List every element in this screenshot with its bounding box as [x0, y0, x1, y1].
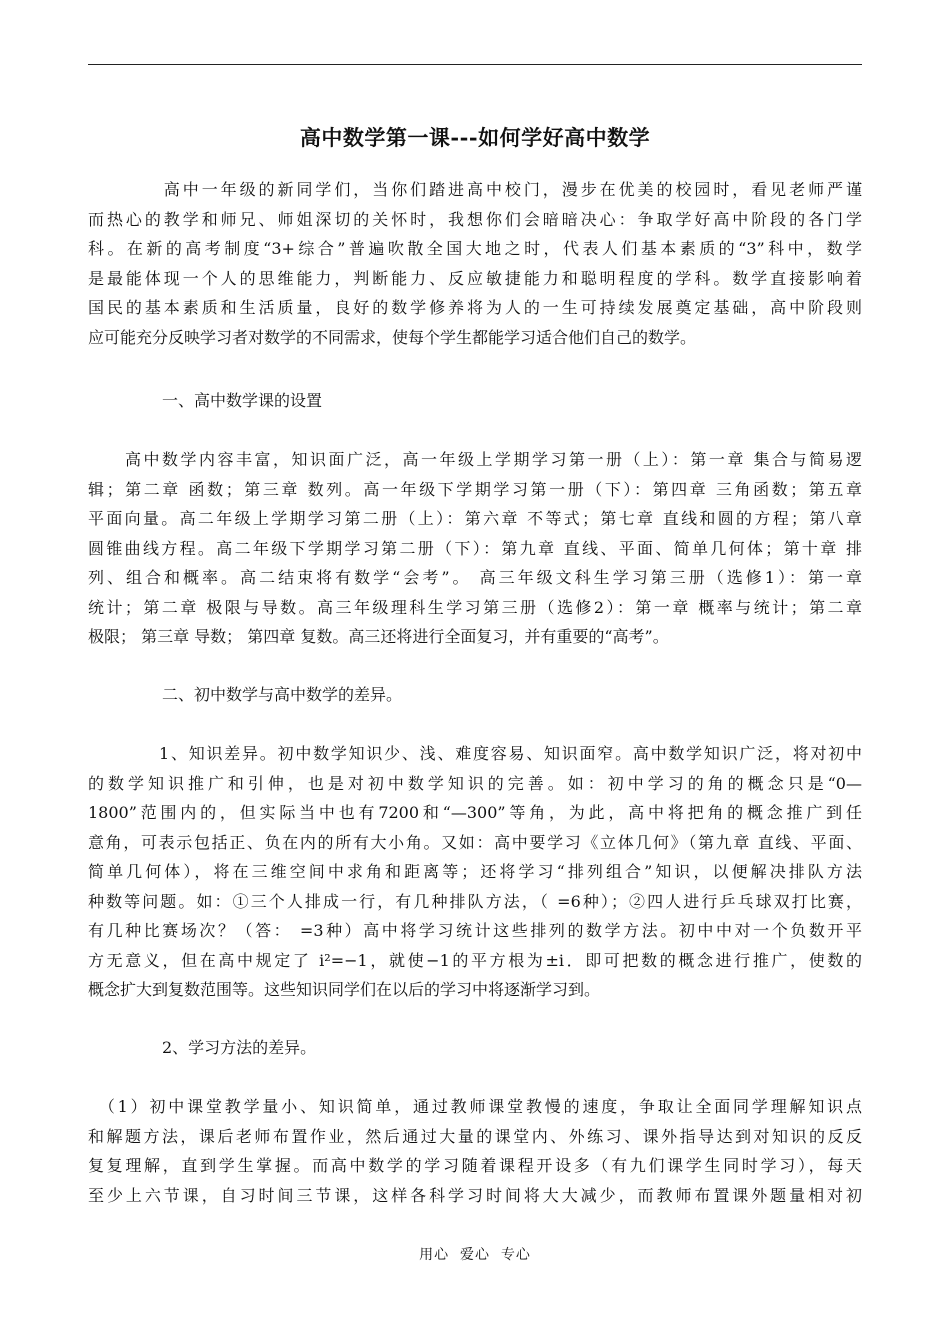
- section1-line: 辑；第二章 函数；第三章 数列。高一年级下学期学习第一册（下）：第四章 三角函数；第五章: [88, 479, 862, 499]
- section2-2-heading: 2、学习方法的差异。: [162, 1038, 317, 1057]
- intro-line: 国民的基本素质和生活质量，良好的数学修养将为人的一生可持续发展奠定基础，高中阶段则: [88, 298, 862, 317]
- section2-2-line: 至少上六节课，自习时间三节课，这样各科学习时间将大大减少，而教师布置课外题量相对初: [88, 1185, 862, 1205]
- section1-line: 平面向量。高二年级上学期学习第二册（上）：第六章 不等式；第七章 直线和圆的方程；第八章: [88, 509, 862, 528]
- section2-1-line: 概念扩大到复数范围等。这些知识同学们在以后的学习中将逐渐学习到。: [88, 980, 601, 999]
- section1-paragraph: [88, 445, 862, 652]
- intro-line: 高中一年级的新同学们，当你们踏进高中校门，漫步在优美的校园时，看见老师严谨: [88, 180, 862, 199]
- section2-2-line: （1）初中课堂教学量小、知识简单，通过教师课堂教慢的速度，争取让全面同学理解知识点: [88, 1097, 862, 1116]
- section2-2-paragraph: [88, 1092, 862, 1210]
- section2-1-line: 意角，可表示包括正、负在内的所有大小角。又如：高中要学习《立体几何》（第九章 直线、平面、: [88, 832, 862, 852]
- header-rule: [88, 64, 862, 65]
- section2-1-line: 1800”范围内的，但实际当中也有7200和“—300”等角，为此，高中将把角的概念推广到任: [88, 803, 862, 822]
- intro-line: 应可能充分反映学习者对数学的不同需求，使每个学生都能学习适合他们自己的数学。: [88, 327, 697, 347]
- intro-line: 科。在新的高考制度“3+综合”普遍吹散全国大地之时，代表人们基本素质的“3”科中，数学: [88, 239, 862, 258]
- section2-1-line: 有几种比赛场次？（答： =3种）高中将学习统计这些排列的数学方法。初中中对一个负数开平: [88, 921, 862, 940]
- section2-2-line: 和解题方法，课后老师布置作业，然后通过大量的课堂内、外练习、课外指导达到对知识的反反: [88, 1126, 862, 1146]
- document-title: 高中数学第一课---如何学好高中数学: [299, 125, 651, 150]
- intro-paragraph: [88, 175, 862, 352]
- section1-line: 极限； 第三章 导数； 第四章 复数。高三还将进行全面复习，并有重要的“高考”。: [88, 627, 669, 646]
- section1-line: 统计；第二章 极限与导数。高三年级理科生学习第三册（选修2）：第一章 概率与统计；第二章: [88, 597, 862, 617]
- intro-line: 是最能体现一个人的思维能力，判断能力、反应敏捷能力和聪明程度的学科。数学直接影响着: [88, 268, 862, 288]
- section2-1-line: 种数等问题。如：①三个人排成一行，有几种排队方法，（ =6种）；②四人进行乒乓球双打比赛，: [88, 891, 862, 911]
- section2-1-paragraph: [88, 739, 862, 1005]
- section1-line: 高中数学内容丰富，知识面广泛，高一年级上学期学习第一册（上）：第一章 集合与简易逻: [88, 450, 862, 469]
- section2-1-line: 方无意义，但在高中规定了 i²=−1，就使−1的平方根为±i．即可把数的概念进行推广，使数的: [88, 950, 862, 970]
- section2-1-line: 1、知识差异。初中数学知识少、浅、难度容易、知识面窄。高中数学知识广泛，将对初中: [88, 744, 862, 763]
- section1-heading: 一、高中数学课的设置: [162, 391, 323, 410]
- section2-heading: 二、初中数学与高中数学的差异。: [162, 685, 403, 704]
- section2-2-line: 复复理解，直到学生掌握。而高中数学的学习随着课程开设多（有九们课学生同时学习），每天: [88, 1156, 862, 1175]
- section2-1-line: 简单几何体），将在三维空间中求角和距离等；还将学习“排列组合”知识，以便解决排队方法: [88, 862, 862, 881]
- page-footer: 用心 爱心 专心: [419, 1247, 531, 1263]
- section1-line: 圆锥曲线方程。高二年级下学期学习第二册（下）：第九章 直线、平面、简单几何体；第十章 排: [88, 538, 862, 558]
- intro-line: 而热心的教学和师兄、师姐深切的关怀时，我想你们会暗暗决心：争取学好高中阶段的各门学: [88, 209, 862, 229]
- section2-1-line: 的数学知识推广和引伸，也是对初中数学知识的完善。如：初中学习的角的概念只是“0—: [88, 773, 862, 793]
- section1-line: 列、组合和概率。高二结束将有数学“会考”。 高三年级文科生学习第三册（选修1）：第一章: [88, 568, 862, 587]
